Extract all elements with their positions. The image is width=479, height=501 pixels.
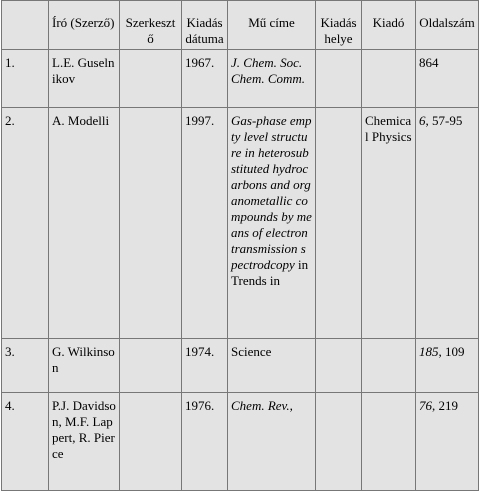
row-publisher xyxy=(362,393,416,491)
row-title xyxy=(228,393,316,491)
row-title xyxy=(228,339,316,393)
row-pages-range: , 219 xyxy=(432,398,458,413)
row-pages-range: 864 xyxy=(419,55,439,70)
row-publisher xyxy=(362,50,416,108)
reference-table xyxy=(1,0,479,491)
row-date: 1967. xyxy=(182,50,228,108)
header-row xyxy=(2,1,479,50)
header-num xyxy=(2,1,49,50)
row-publisher xyxy=(362,339,416,393)
row-pages xyxy=(416,50,479,108)
table-row xyxy=(2,108,479,339)
header-title: Mű címe xyxy=(228,1,316,50)
header-publisher: Kiadó xyxy=(362,1,416,50)
row-num: 1. xyxy=(2,50,49,108)
row-pages-range: , 57-95 xyxy=(425,113,463,128)
row-pages xyxy=(416,108,479,339)
row-pages xyxy=(416,339,479,393)
row-num: 3. xyxy=(2,339,49,393)
row-title xyxy=(228,108,316,339)
row-num: 4. xyxy=(2,393,49,491)
header-place: Kiadás helye xyxy=(316,1,362,50)
header-pages: Oldalszám xyxy=(416,1,479,50)
row-place xyxy=(316,50,362,108)
row-author: L.E. Guselnikov xyxy=(49,50,120,108)
row-title-italic: Gas-phase empty level structure in heterosubstituted hydrocarbons and organometallic compounds by means of electron transmission spectrodcopy xyxy=(231,113,312,272)
row-pages-volume: 6 xyxy=(419,113,426,128)
row-title xyxy=(228,50,316,108)
row-author: G. Wilkinson xyxy=(49,339,120,393)
row-num: 2. xyxy=(2,108,49,339)
row-author: P.J. Davidson, M.F. Lappert, R. Pierce xyxy=(49,393,120,491)
table-row xyxy=(2,393,479,491)
row-date: 1974. xyxy=(182,339,228,393)
row-pages-volume: 76 xyxy=(419,398,432,413)
row-pages xyxy=(416,393,479,491)
row-editor xyxy=(120,108,182,339)
row-publisher: Chemical Physics xyxy=(362,108,416,339)
row-date: 1997. xyxy=(182,108,228,339)
row-title-suffix: in Trends in xyxy=(231,257,309,288)
header-date: Kiadás dátuma xyxy=(182,1,228,50)
row-title-suffix: Science xyxy=(231,344,272,359)
header-author: Író (Szerző) xyxy=(49,1,120,50)
row-editor xyxy=(120,50,182,108)
row-title-italic: Chem. Rev., xyxy=(231,398,293,413)
header-editor: Szerkesztő xyxy=(120,1,182,50)
row-pages-volume: 185 xyxy=(419,344,439,359)
row-date: 1976. xyxy=(182,393,228,491)
row-author: A. Modelli xyxy=(49,108,120,339)
row-place xyxy=(316,393,362,491)
row-editor xyxy=(120,393,182,491)
row-editor xyxy=(120,339,182,393)
row-place xyxy=(316,339,362,393)
row-pages-range: , 109 xyxy=(438,344,465,359)
row-title-italic: J. Chem. Soc. Chem. Comm. xyxy=(231,55,306,86)
row-place xyxy=(316,108,362,339)
table-row xyxy=(2,50,479,108)
table-row xyxy=(2,339,479,393)
